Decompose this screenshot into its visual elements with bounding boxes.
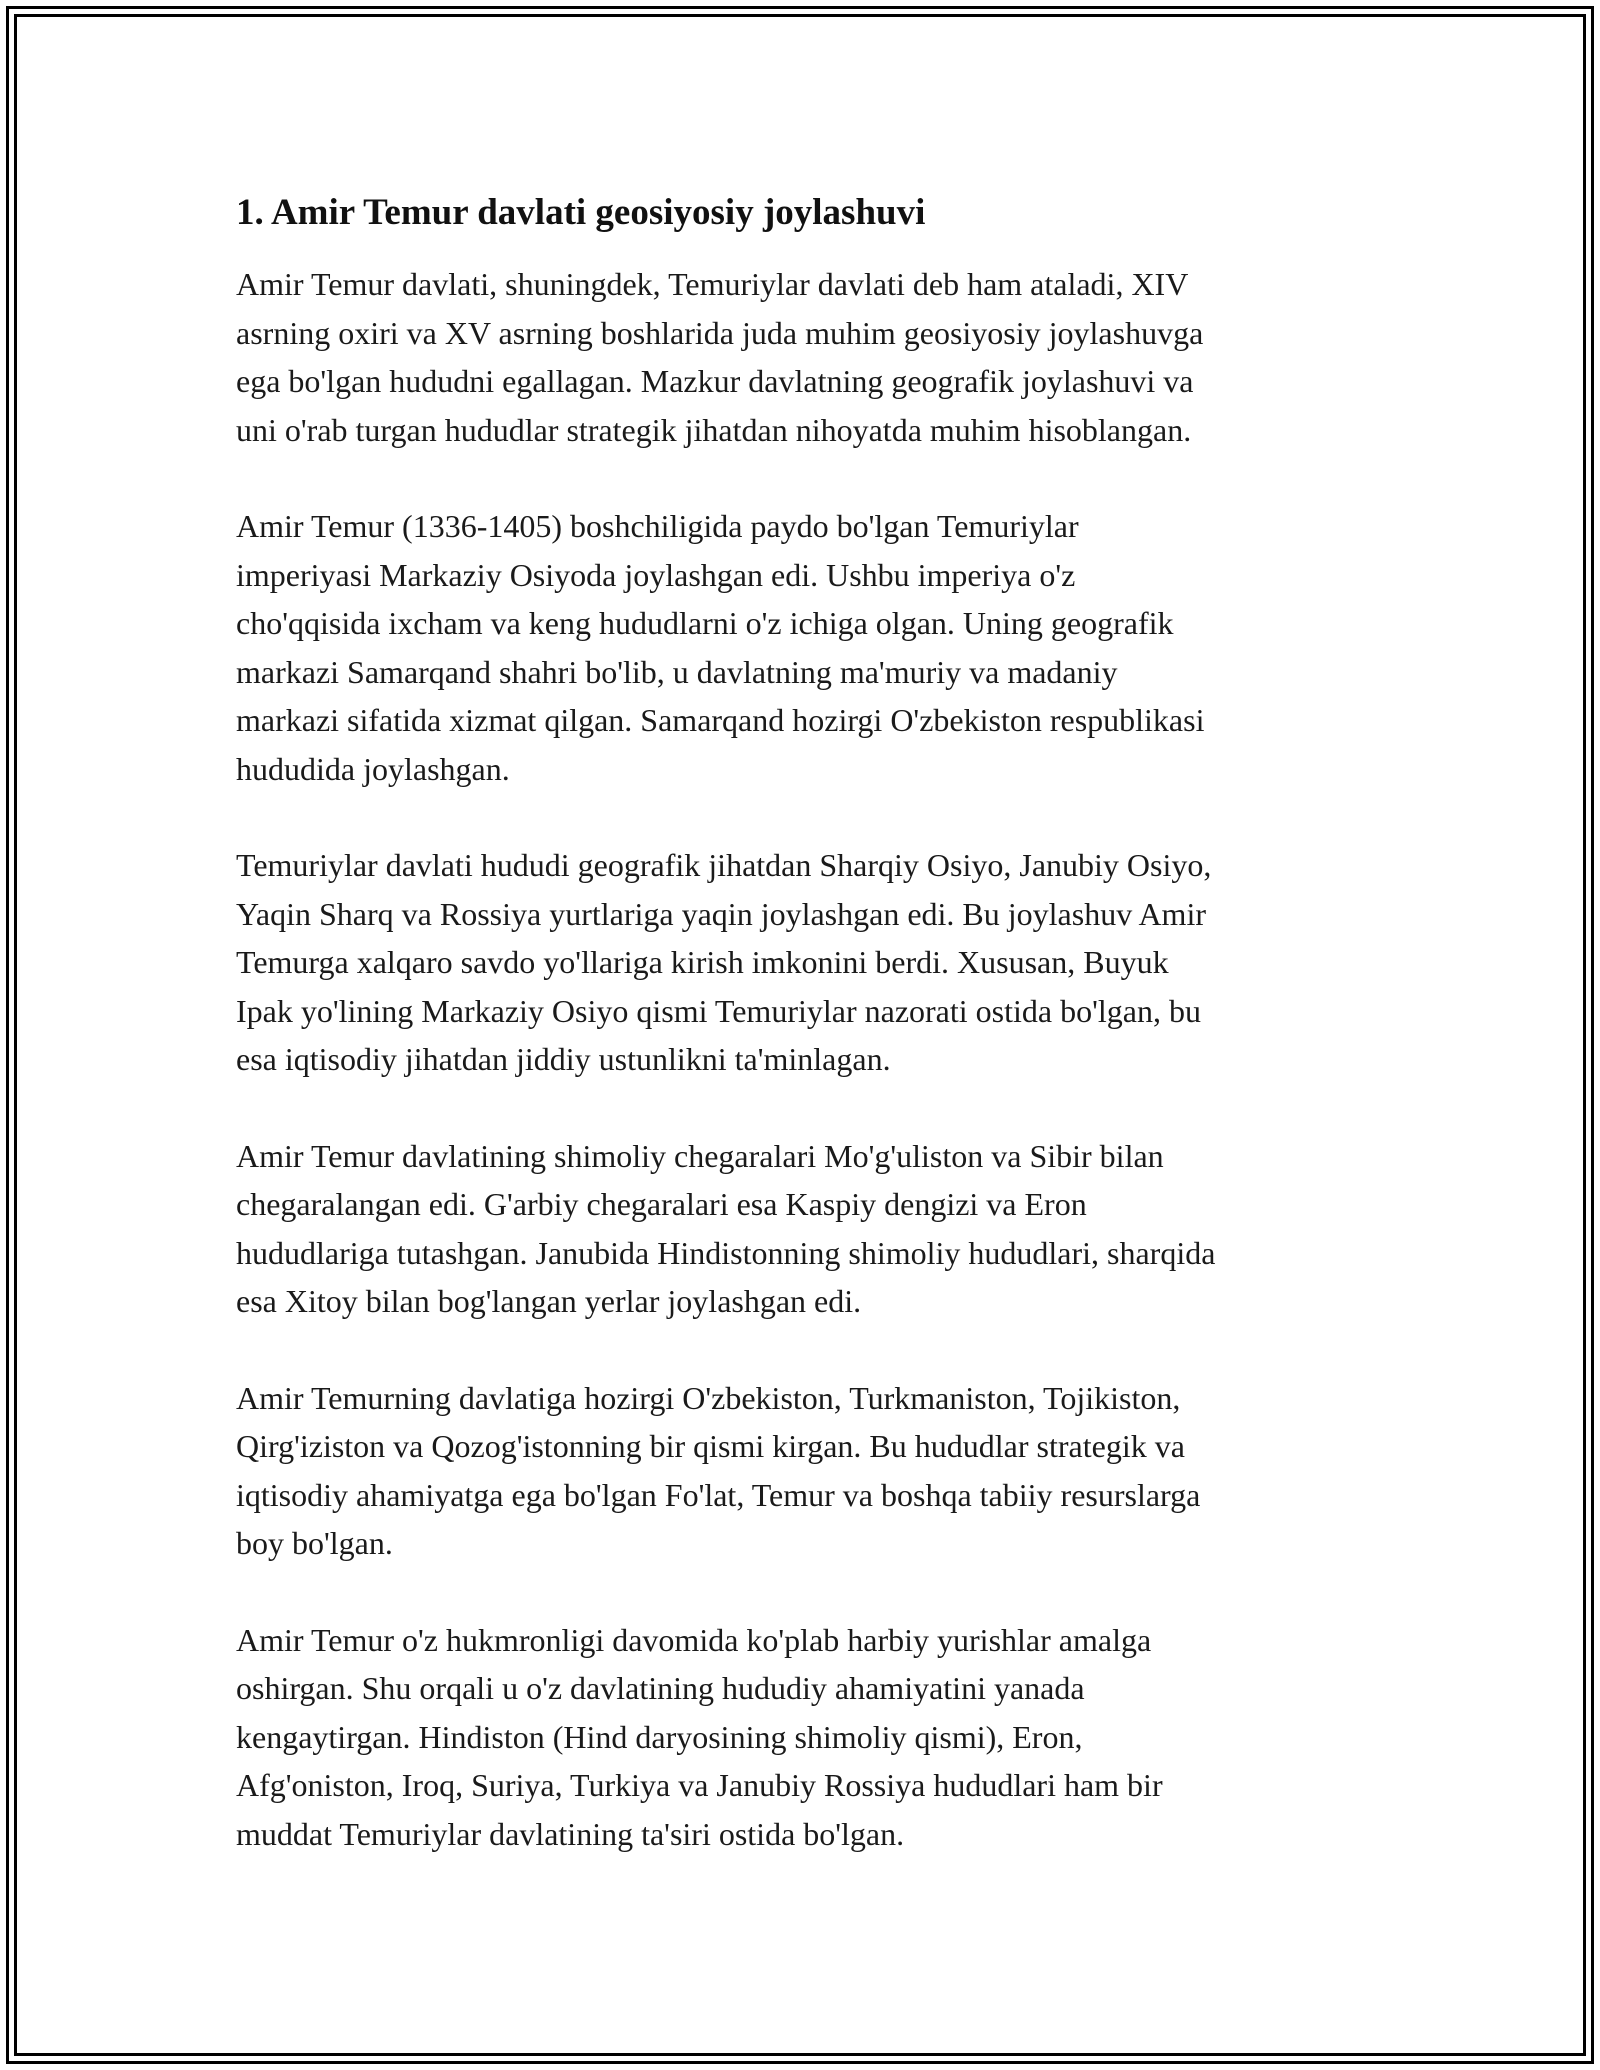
paragraph-line: hududlariga tutashgan. Janubida Hindistonning shimoliy hududlari, sharqida — [236, 1234, 1216, 1271]
paragraph-line: chegaralangan edi. G'arbiy chegaralari esa Kaspiy dengizi va Eron — [236, 1186, 1087, 1222]
paragraph-line: imperiyasi Markaziy Osiyoda joylashgan edi. Ushbu imperiya o'z — [236, 556, 1076, 593]
document-body — [236, 190, 1366, 1906]
paragraph-line: markazi sifatida xizmat qilgan. Samarqand hozirgi O'zbekiston respublikasi — [236, 702, 1205, 738]
paragraph-line: Qirg'iziston va Qozog'istonning bir qismi kirgan. Bu hududlar strategik va — [236, 1428, 1185, 1464]
paragraph-line: ega bo'lgan hududni egallagan. Mazkur davlatning geografik joylashuvi va — [236, 363, 1194, 399]
paragraph-line: Amir Temurning davlatiga hozirgi O'zbekiston, Turkmaniston, Tojikiston, — [236, 1379, 1181, 1416]
paragraph-line: esa Xitoy bilan bog'langan yerlar joylashgan edi. — [236, 1283, 862, 1319]
paragraph-6 — [236, 1616, 1366, 1859]
paragraph-5 — [236, 1374, 1366, 1568]
paragraph-line: boy bo'lgan. — [236, 1525, 393, 1561]
paragraph-2 — [236, 502, 1366, 793]
paragraph-4 — [236, 1132, 1366, 1326]
paragraph-line: oshirgan. Shu orqali u o'z davlatining hududiy ahamiyatini yanada — [236, 1670, 1085, 1706]
paragraph-line: esa iqtisodiy jihatdan jiddiy ustunlikni ta'minlagan. — [236, 1041, 891, 1077]
paragraph-line: markazi Samarqand shahri bo'lib, u davlatning ma'muriy va madaniy — [236, 653, 1118, 690]
paragraph-line: iqtisodiy ahamiyatga ega bo'lgan Fo'lat, Temur va boshqa tabiiy resurslarga — [236, 1476, 1201, 1513]
document-title: 1. Amir Temur davlati geosiyosiy joylashuvi — [236, 192, 926, 233]
paragraph-line: kengaytirgan. Hindiston (Hind daryosining shimoliy qismi), Eron, — [236, 1718, 1083, 1755]
paragraph-line: Afg'oniston, Iroq, Suriya, Turkiya va Janubiy Rossiya hududlari ham bir — [236, 1767, 1163, 1803]
paragraph-line: muddat Temuriylar davlatining ta'siri ostida bo'lgan. — [236, 1815, 905, 1852]
paragraph-line: hududida joylashgan. — [236, 750, 510, 787]
paragraph-line: Yaqin Sharq va Rossiya yurtlariga yaqin joylashgan edi. Bu joylashuv Amir — [236, 895, 1206, 932]
paragraph-line: asrning oxiri va XV asrning boshlarida juda muhim geosiyosiy joylashuvga — [236, 314, 1204, 351]
paragraph-line: Temuriylar davlati hududi geografik jihatdan Sharqiy Osiyo, Janubiy Osiyo, — [236, 847, 1212, 883]
paragraph-line: cho'qqisida ixcham va keng hududlarni o'z ichiga olgan. Uning geografik — [236, 605, 1174, 641]
paragraph-line: Amir Temur davlatining shimoliy chegaralari Mo'g'uliston va Sibir bilan — [236, 1137, 1164, 1174]
paragraph-line: Temurga xalqaro savdo yo'llariga kirish imkonini berdi. Xususan, Buyuk — [236, 944, 1169, 980]
paragraph-line: Amir Temur (1336-1405) boshchiligida paydo bo'lgan Temuriylar — [236, 508, 1079, 544]
paragraph-line: Amir Temur davlati, shuningdek, Temuriylar davlati deb ham ataladi, XIV — [236, 266, 1189, 302]
paragraph-3 — [236, 841, 1366, 1084]
paragraph-line: Amir Temur o'z hukmronligi davomida ko'plab harbiy yurishlar amalga — [236, 1621, 1152, 1658]
paragraph-line: Ipak yo'lining Markaziy Osiyo qismi Temuriylar nazorati ostida bo'lgan, bu — [236, 992, 1201, 1029]
paragraph-line: uni o'rab turgan hududlar strategik jihatdan nihoyatda muhim hisoblangan. — [236, 411, 1192, 448]
paragraph-1 — [236, 260, 1366, 454]
